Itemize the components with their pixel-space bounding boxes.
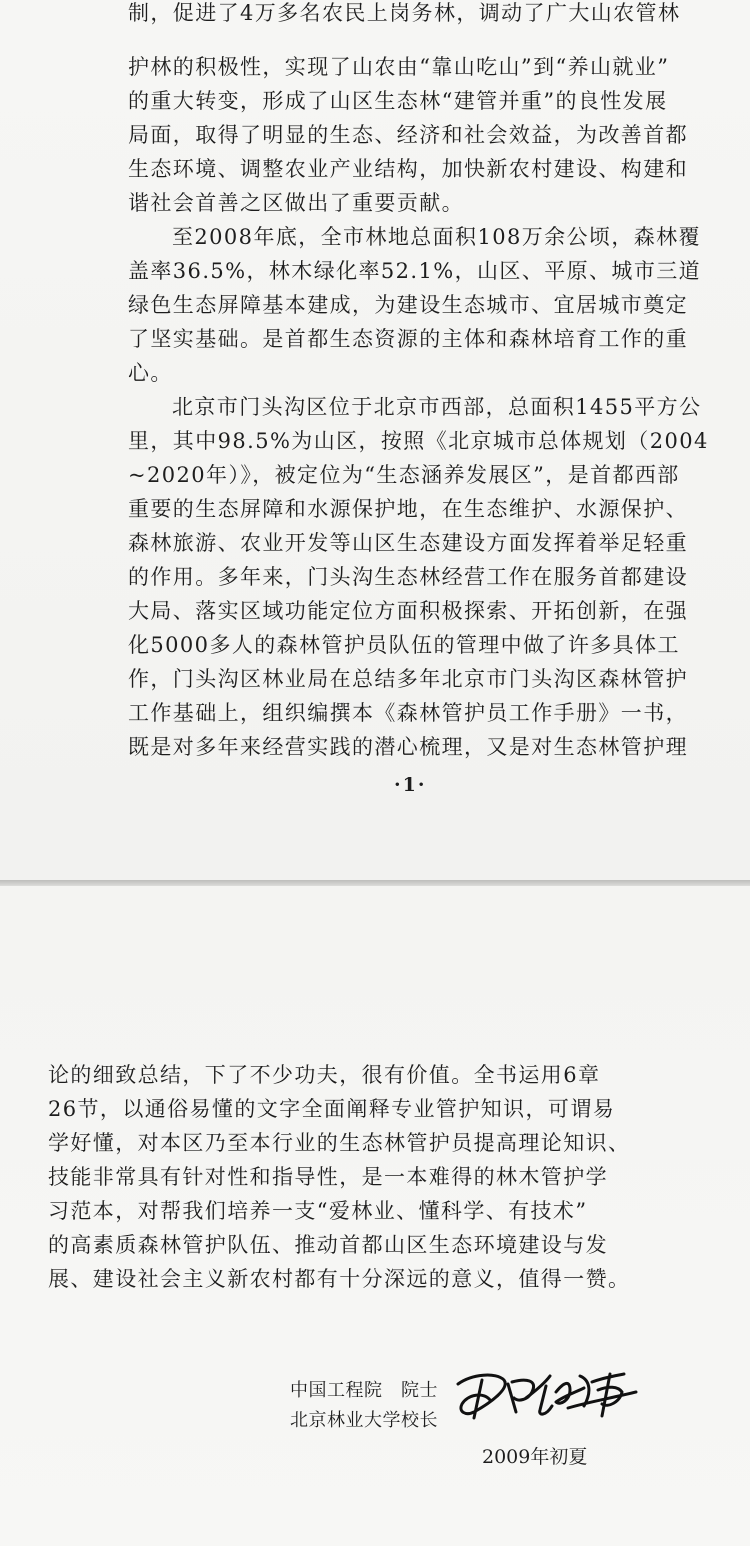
text-line: 制，促进了4万多名农民上岗务林，调动了广大山农管林	[128, 1, 681, 25]
text-line: 重要的生态屏障和水源保护地，在生态维护、水源保护、	[128, 497, 688, 521]
text-line: 谐社会首善之区做出了重要贡献。	[128, 191, 464, 215]
text-line: 26节，以通俗易懂的文字全面阐释专业管护知识，可谓易	[48, 1097, 616, 1121]
text-line: 绿色生态屏障基本建成，为建设生态城市、宜居城市奠定	[128, 293, 688, 317]
text-line: 习范本，对帮我们培养一支“爱林业、懂科学、有技术”	[48, 1199, 588, 1223]
text-line: 的高素质森林管护队伍、推动首都山区生态环境建设与发	[48, 1233, 608, 1257]
text-line: 学好懂，对本区乃至本行业的生态林管护员提高理论知识、	[48, 1131, 631, 1155]
text-line: 工作基础上，组织编撰本《森林管护员工作手册》一书，	[128, 701, 688, 725]
text-line: 展、建设社会主义新农村都有十分深远的意义，值得一赞。	[48, 1267, 631, 1291]
handwritten-signature	[452, 1362, 638, 1422]
text-line: 论的细致总结，下了不少功夫，很有价值。全书运用6章	[48, 1063, 601, 1087]
signatory-title: 北京林业大学校长	[290, 1410, 438, 1431]
text-line: ~2020年）》，被定位为“生态涵养发展区”，是首都西部	[128, 463, 680, 487]
page-number: ·1·	[394, 774, 427, 796]
text-line: 既是对多年来经营实践的潜心梳理，又是对生态林管护理	[128, 735, 688, 759]
text-line: 局面，取得了明显的生态、经济和社会效益，为改善首都	[128, 123, 688, 147]
text-line: 北京市门头沟区位于北京市西部，总面积1455平方公	[172, 395, 702, 419]
signature-date: 2009年初夏	[482, 1446, 588, 1468]
text-line: 心。	[128, 361, 173, 385]
book-page-lower	[0, 886, 750, 1546]
text-line: 技能非常具有针对性和指导性，是一本难得的林木管护学	[48, 1165, 608, 1189]
text-line: 大局、落实区域功能定位方面积极探索、开拓创新，在强	[128, 599, 688, 623]
text-line: 护林的积极性，实现了山农由“靠山吃山”到“养山就业”	[128, 55, 670, 79]
text-line: 的作用。多年来，门头沟生态林经营工作在服务首都建设	[128, 565, 688, 589]
text-line: 盖率36.5%，林木绿化率52.1%，山区、平原、城市三道	[128, 259, 702, 283]
text-line: 森林旅游、农业开发等山区生态建设方面发挥着举足轻重	[128, 531, 688, 555]
text-line: 的重大转变，形成了山区生态林“建管并重”的良性发展	[128, 89, 668, 113]
text-line: 作，门头沟区林业局在总结多年北京市门头沟区森林管护	[128, 667, 688, 691]
text-line: 化5000多人的森林管护员队伍的管理中做了许多具体工	[128, 633, 680, 657]
text-line: 生态环境、调整农业产业结构，加快新农村建设、构建和	[128, 157, 688, 181]
text-line: 了坚实基础。是首都生态资源的主体和森林培育工作的重	[128, 327, 688, 351]
text-line: 至2008年底，全市林地总面积108万余公顷，森林覆	[172, 225, 701, 249]
text-line: 里，其中98.5%为山区，按照《北京城市总体规划（2004	[128, 429, 709, 453]
signatory-affiliation: 中国工程院 院士	[290, 1380, 438, 1401]
